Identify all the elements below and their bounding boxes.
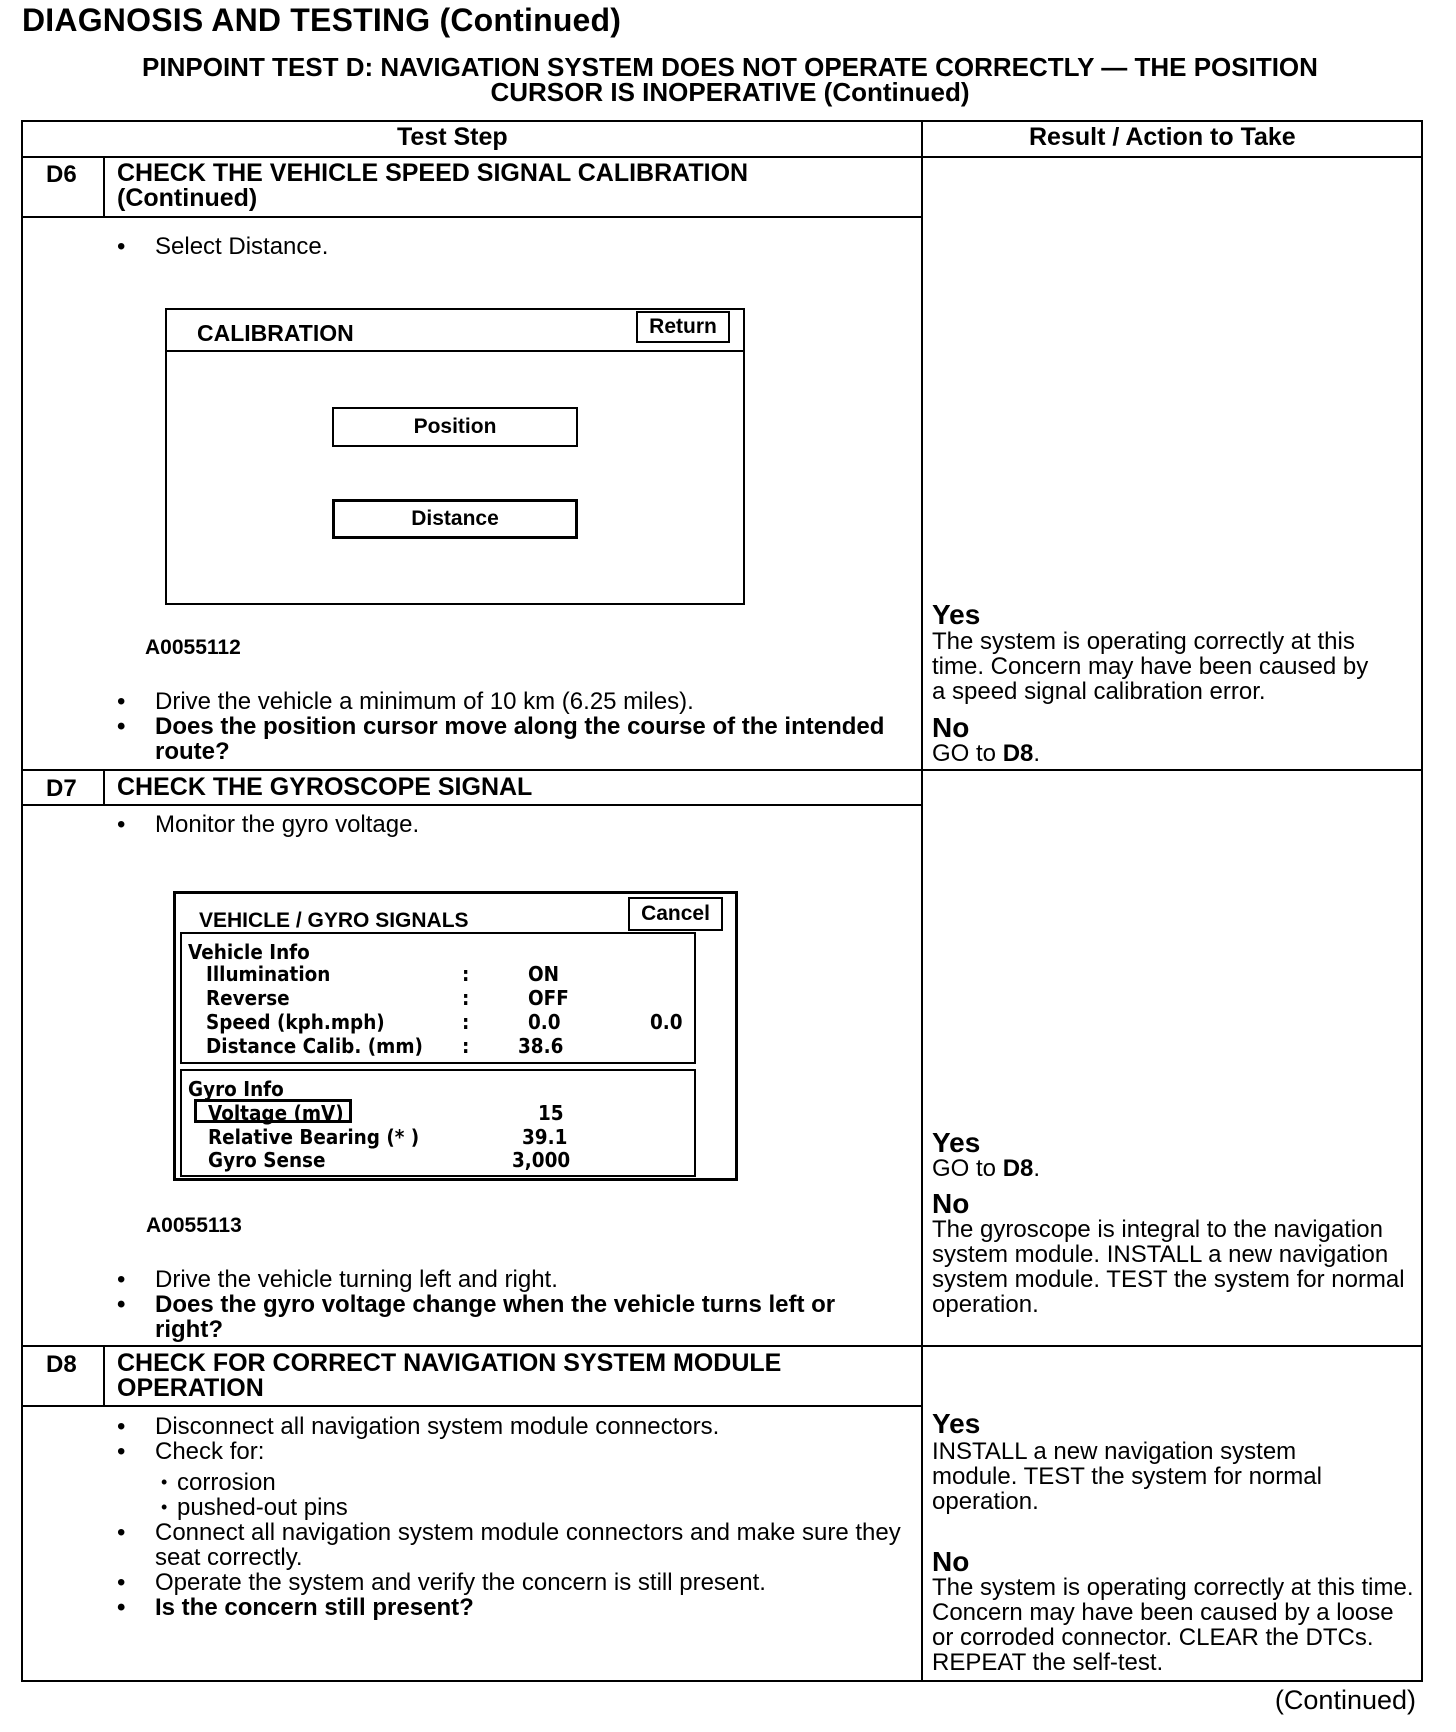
d6-no-label: No — [932, 712, 970, 743]
vehicle-row-sep: : — [462, 962, 470, 986]
gyro-row-value: 3,000 — [512, 1148, 571, 1172]
calibration-screen — [165, 308, 745, 605]
d6-yes-text: The system is operating correctly at this time. Concern may have been caused by a speed signal calibration error. — [932, 628, 1369, 705]
d8-instructions — [117, 1414, 907, 1620]
d6-no-target-link[interactable]: D8 — [1002, 740, 1034, 767]
vehicle-row-label: Reverse — [206, 986, 290, 1010]
vehicle-row-label: Distance Calib. (mm) — [206, 1034, 423, 1058]
step-heading-d8-line1: CHECK FOR CORRECT NAVIGATION SYSTEM MODULE — [117, 1349, 782, 1377]
vehicle-row-label: Speed (kph.mph) — [206, 1010, 385, 1034]
d7-instructions-top — [117, 812, 907, 837]
d6-no-text-suffix: . — [1033, 740, 1041, 767]
step-id-d6: D6 — [46, 161, 77, 188]
vehicle-row-value-2: 0.0 — [650, 1010, 683, 1034]
list-item — [117, 1439, 907, 1520]
gyro-row-label: Gyro Sense — [208, 1148, 326, 1172]
list-item: • Drive the vehicle turning left and right. — [117, 1267, 907, 1292]
step-heading-d8 — [117, 1351, 781, 1401]
d7-yes-text-prefix: GO to — [932, 1155, 1003, 1182]
figure-id-a0055113: A0055113 — [146, 1214, 242, 1237]
gyro-signals-screen — [173, 891, 738, 1181]
d7-no-text: The gyroscope is integral to the navigation system module. INSTALL a new navigation system module. TEST the system for normal operation. — [932, 1216, 1405, 1318]
d8-no-text: The system is operating correctly at this time. Concern may have been caused by a loose or corroded connector. CLEAR the DTCs. REPEAT the self-test. — [932, 1574, 1414, 1676]
list-item-question: • Does the gyro voltage change when the vehicle turns left or right? — [117, 1292, 907, 1342]
vehicle-row-value: 38.6 — [518, 1034, 564, 1058]
sub-list — [155, 1470, 907, 1520]
step-heading-d6-line1: CHECK THE VEHICLE SPEED SIGNAL CALIBRATION — [117, 159, 749, 187]
d7-yes-text-suffix: . — [1033, 1155, 1041, 1182]
list-item: • Operate the system and verify the concern is still present. — [117, 1570, 907, 1595]
list-item: • Monitor the gyro voltage. — [117, 812, 907, 837]
gyro-row-label: Voltage (mV) — [208, 1101, 344, 1125]
list-item-text: Check for: — [155, 1438, 265, 1465]
pinpoint-test-title-line1: PINPOINT TEST D: NAVIGATION SYSTEM DOES NOT OPERATE CORRECTLY — THE POSITION — [142, 52, 1318, 82]
step-heading-d6 — [117, 161, 748, 211]
vehicle-row-sep: : — [462, 1034, 470, 1058]
column-header-test-step: Test Step — [397, 123, 508, 151]
vehicle-row-label: Illumination — [206, 962, 331, 986]
return-button[interactable]: Return — [636, 311, 730, 343]
step-id-d7: D7 — [46, 775, 77, 802]
distance-button[interactable]: Distance — [332, 499, 578, 539]
calibration-screen-title: CALIBRATION — [197, 320, 354, 346]
vehicle-row-sep: : — [462, 1010, 470, 1034]
d7-yes-target-link[interactable]: D8 — [1002, 1155, 1034, 1182]
vehicle-row-sep: : — [462, 986, 470, 1010]
vehicle-info-label: Vehicle Info — [188, 940, 310, 964]
pinpoint-test-title — [40, 52, 1420, 107]
page-title: DIAGNOSIS AND TESTING (Continued) — [22, 2, 622, 38]
gyro-info-box — [180, 1069, 696, 1177]
d8-no-label: No — [932, 1546, 970, 1577]
d6-no-text — [932, 741, 1040, 766]
d7-yes-text — [932, 1156, 1040, 1181]
step-heading-d8-line2: OPERATION — [117, 1374, 264, 1402]
gyro-info-label: Gyro Info — [188, 1077, 284, 1101]
gyro-row-label: Relative Bearing (* ) — [208, 1125, 420, 1149]
sub-list-item: • corrosion — [155, 1470, 907, 1495]
d7-yes-label: Yes — [932, 1127, 981, 1158]
cancel-button[interactable]: Cancel — [628, 897, 723, 931]
d7-no-label: No — [932, 1188, 970, 1219]
vehicle-row-value: OFF — [528, 986, 569, 1010]
position-button[interactable]: Position — [332, 407, 578, 447]
list-item: • Drive the vehicle a minimum of 10 km (6.25 miles). — [117, 689, 907, 714]
d8-yes-label: Yes — [932, 1408, 981, 1439]
column-header-result: Result / Action to Take — [1029, 123, 1296, 151]
continued-label: (Continued) — [1274, 1685, 1416, 1715]
pinpoint-test-title-line2: CURSOR IS INOPERATIVE (Continued) — [490, 77, 970, 107]
gyro-row-value: 15 — [538, 1101, 564, 1125]
screen-divider — [167, 350, 743, 352]
list-item: • Connect all navigation system module connectors and make sure they seat correctly. — [117, 1520, 907, 1570]
list-item: • Disconnect all navigation system module connectors. — [117, 1414, 907, 1439]
gyro-row-value: 39.1 — [522, 1125, 568, 1149]
list-item: • Select Distance. — [117, 234, 907, 259]
d6-no-text-prefix: GO to — [932, 740, 1003, 767]
figure-id-a0055112: A0055112 — [145, 636, 241, 659]
vehicle-row-value: ON — [528, 962, 560, 986]
d6-instructions-top — [117, 234, 907, 259]
d6-yes-label: Yes — [932, 599, 981, 630]
vehicle-info-box — [180, 932, 696, 1064]
list-item-question: • Is the concern still present? — [117, 1595, 907, 1620]
vehicle-row-value: 0.0 — [528, 1010, 561, 1034]
step-heading-d7: CHECK THE GYROSCOPE SIGNAL — [117, 773, 533, 801]
step-id-d8: D8 — [46, 1351, 77, 1378]
gyro-screen-title: VEHICLE / GYRO SIGNALS — [199, 909, 469, 932]
step-heading-d6-line2: (Continued) — [117, 184, 258, 212]
d6-instructions-bottom — [117, 689, 907, 764]
d7-instructions-bottom — [117, 1267, 907, 1342]
d8-yes-text: INSTALL a new navigation system module. TEST the system for normal operation. — [932, 1438, 1322, 1515]
list-item-question: • Does the position cursor move along the course of the intended route? — [117, 714, 907, 764]
sub-list-item: • pushed-out pins — [155, 1495, 907, 1520]
